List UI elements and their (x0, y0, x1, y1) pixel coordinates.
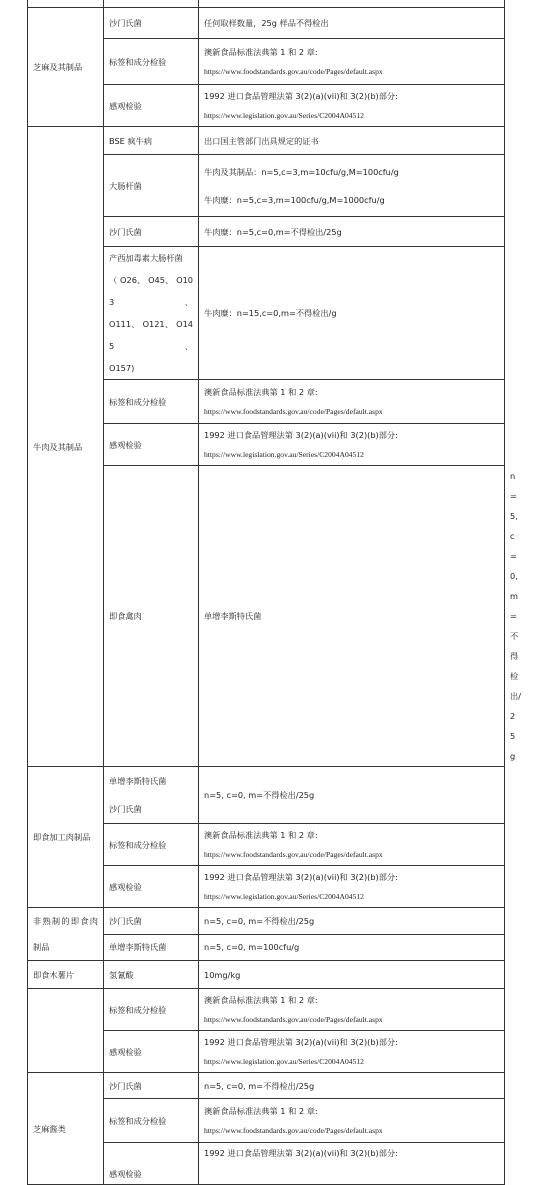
item-text: 沙门氏菌 (109, 804, 142, 814)
requirement-text: 澳新食品标准法典第 1 和 2 章: (204, 994, 318, 1005)
item-cell: 沙门氏菌 (104, 217, 199, 247)
item-cell: 标签和成分检验 (104, 1099, 199, 1143)
requirement-cell (199, 1143, 505, 1185)
requirement-cell: 10mg/kg (199, 961, 505, 989)
requirement-text: 牛肉及其制品：n=5,c=3,m=10cfu/g,M=100cfu/g (204, 166, 399, 177)
item-cell: 标签和成分检验 (104, 39, 199, 85)
requirement-cell (199, 989, 505, 1031)
requirement-cell: n=5, c=0, m=不得检出/25g (199, 1073, 505, 1099)
item-cell: 单增李斯特氏菌 (199, 466, 505, 767)
requirement-cell: n=5, c=0, m=100cfu/g (199, 934, 505, 961)
item-cell: 沙门氏菌 (104, 1073, 199, 1099)
category-cell (28, 0, 104, 8)
requirements-table (27, 0, 521, 1185)
item-cell: 沙门氏菌 (104, 8, 199, 39)
item-cell (104, 767, 199, 824)
item-cell: 大肠杆菌 (104, 155, 199, 217)
requirement-cell: 出口国主管部门出具规定的证书 (199, 127, 505, 155)
requirement-text: 1992 进口食品管理法第 3(2)(a)(vii)和 3(2)(b)部分: (204, 1148, 398, 1158)
category-cell (28, 989, 104, 1073)
item-cell: 感观检验 (104, 1031, 199, 1073)
item-cell: 标签和成分检验 (104, 989, 199, 1031)
table-row (28, 1073, 505, 1099)
item-cell: 氢氰酸 (104, 961, 199, 989)
requirement-cell (199, 0, 505, 8)
category-cell: 即食加工肉制品 (28, 767, 104, 908)
requirement-cell (199, 1099, 505, 1143)
requirement-text: 澳新食品标准法典第 1 和 2 章: (204, 46, 318, 57)
category-cell: 即食禽肉 (104, 466, 199, 767)
requirement-text: 澳新食品标准法典第 1 和 2 章: (204, 386, 318, 397)
item-cell: BSE 疯牛病 (104, 127, 199, 155)
requirement-url: https://www.legislation.gov.au/Series/C2004A04512 (204, 449, 364, 459)
requirement-cell (199, 155, 505, 217)
requirement-text: 澳新食品标准法典第 1 和 2 章: (204, 829, 318, 840)
item-text: 单增李斯特氏菌 (109, 776, 167, 786)
item-cell: 标签和成分检验 (104, 380, 199, 424)
requirement-cell: 牛肉糜：n=5,c=0,m=不得检出/25g (199, 217, 505, 247)
requirement-cell (199, 1031, 505, 1073)
requirement-text: 1992 进口食品管理法第 3(2)(a)(vii)和 3(2)(b)部分: (204, 1036, 398, 1047)
item-cell: 感观检验 (104, 866, 199, 908)
requirement-text: 1992 进口食品管理法第 3(2)(a)(vii)和 3(2)(b)部分: (204, 429, 398, 440)
table-row (28, 989, 505, 1031)
table-row (28, 127, 505, 155)
category-cell: 芝麻及其制品 (28, 8, 104, 127)
requirement-text: 1992 进口食品管理法第 3(2)(a)(vii)和 3(2)(b)部分: (204, 90, 398, 101)
item-cell: 单增李斯特氏菌 (104, 934, 199, 961)
requirement-url: https://www.foodstandards.gov.au/code/Pages/default.aspx (204, 1014, 383, 1024)
item-cell: 感观检验 (104, 85, 199, 127)
requirement-cell: n=5, c=0, m=不得检出/25g (199, 908, 505, 935)
item-cell (104, 247, 199, 380)
item-text: O111、 O121、 O145、 (109, 319, 193, 351)
requirement-url: https://www.legislation.gov.au/Series/C2004A04512 (204, 891, 364, 901)
requirement-cell (199, 824, 505, 866)
category-cell: 牛肉及其制品 (28, 127, 104, 767)
item-cell: 沙门氏菌 (104, 908, 199, 935)
requirement-cell (199, 866, 505, 908)
category-cell: 芝麻酱类 (28, 1073, 104, 1185)
item-cell (104, 0, 199, 8)
requirement-cell (199, 85, 505, 127)
category-cell (28, 908, 104, 961)
item-text: O157) (109, 363, 135, 373)
requirement-url: https://www.legislation.gov.au/Series/C2004A04512 (204, 110, 364, 120)
table-row (28, 8, 505, 39)
item-cell: 感观检验 (104, 424, 199, 466)
requirement-text: 牛肉糜：n=5,c=3,m=100cfu/g,M=1000cfu/g (204, 194, 385, 205)
requirement-text: 1992 进口食品管理法第 3(2)(a)(vii)和 3(2)(b)部分: (204, 871, 398, 882)
requirement-url: https://www.foodstandards.gov.au/code/Pages/default.aspx (204, 849, 383, 859)
table-row: 即食禽肉 单增李斯特氏菌 n=5, c=0, m=不得检出/25g (28, 466, 505, 767)
item-text: （ O26、 O45、 O103、 (109, 275, 193, 307)
item-text: 产西加毒素大肠杆菌 (109, 253, 183, 263)
table-row (28, 961, 505, 989)
category-text: 制品 (33, 942, 50, 952)
item-cell: 标签和成分检验 (104, 824, 199, 866)
requirement-url: https://www.foodstandards.gov.au/code/Pages/default.aspx (204, 406, 383, 416)
category-cell: 即食木薯片 (28, 961, 104, 989)
requirement-cell: 任何取样数量，25g 样品不得检出 (199, 8, 505, 39)
item-cell: 感观检验 (104, 1143, 199, 1185)
category-text: 非熟制的即食肉 (33, 916, 98, 926)
requirement-cell (199, 380, 505, 424)
requirement-text: 澳新食品标准法典第 1 和 2 章: (204, 1105, 318, 1116)
requirement-url: https://www.foodstandards.gov.au/code/Pages/default.aspx (204, 1125, 383, 1135)
requirement-cell (199, 39, 505, 85)
table-row (28, 767, 505, 824)
requirement-cell: n=5, c=0, m=不得检出/25g (199, 767, 505, 824)
table-row (28, 0, 505, 8)
requirement-url: https://www.legislation.gov.au/Series/C2004A04512 (204, 1056, 364, 1066)
table-row (28, 908, 505, 935)
requirement-cell (199, 424, 505, 466)
requirement-cell: 牛肉糜：n=15,c=0,m=不得检出/g (199, 247, 505, 380)
requirement-url: https://www.foodstandards.gov.au/code/Pages/default.aspx (204, 66, 383, 76)
